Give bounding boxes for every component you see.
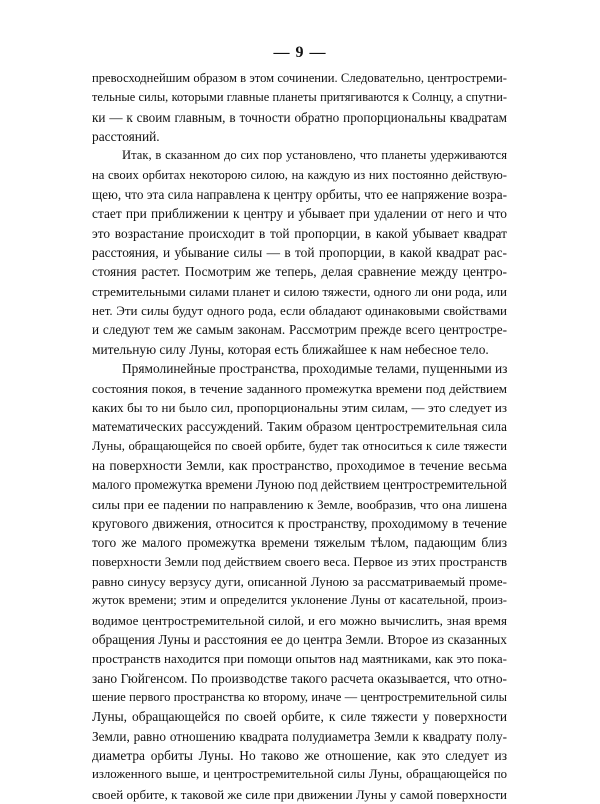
text-line: тельные силы, которыми главные планеты притягиваются к Солнцу, а спутни- <box>92 90 507 105</box>
text-line: и следуют тем же самым законам. Рассмотрим прежде всего центростре- <box>92 322 507 338</box>
text-line: расстояния, и убывание силы — в той пропорции, в какой квадрат рас- <box>92 245 507 261</box>
text-line: шение первого пространства ко второму, иначе — центростремительной силы <box>92 690 507 704</box>
text-line: жуток времени; этим и определится уклонение Луны от касательной, произ- <box>92 593 507 608</box>
text-line: мительную силу Луны, которая есть ближайшее к нам небесное тело. <box>92 341 489 357</box>
text-line: каких бы то ни было сил, пропорциональны этим силам, — это следует из <box>92 399 507 415</box>
text-line: кругового движения, относится к пространству, проходимому в течение <box>92 515 507 531</box>
text-line: своей орбите, к таковой же силе при движении Луны у самой поверхности <box>92 786 507 802</box>
text-line: это возрастание происходит в той пропорции, в какой убывает квадрат <box>92 225 507 241</box>
text-line: на своих орбитах некоторою силою, на каждую из них постоянно действую- <box>92 167 507 182</box>
text-line: изложенного выше, и центростремительной силы Луны, обращающейся по <box>92 767 507 782</box>
text-line: состояния покоя, в течение заданного промежутка времени под действием <box>92 380 507 396</box>
text-line: равно синусу верзусу дуги, описанной Луною за рассматриваемый проме- <box>92 573 507 589</box>
text-line: Прямолинейные пространства, проходимые телами, пущенными из <box>122 361 508 377</box>
text-line: Луны, обращающейся по своей орбите, будет так относиться к силе тяжести <box>92 438 507 453</box>
text-line: обращения Луны и расстояния ее до центра Земли. Второе из сказанных <box>92 631 507 647</box>
text-line: превосходнейшим образом в этом сочинении. Следовательно, центростреми- <box>92 71 507 85</box>
text-line: Луны, обращающейся по своей орбите, к силе тяжести у поверхности <box>92 709 507 725</box>
text-line: Земли, равно отношению квадрата полудиаметра Земли к квадрату полу- <box>92 728 507 744</box>
text-line: стает при приближении к центру и убывает при удалении от него и что <box>92 206 507 222</box>
text-line: малого промежутка времени Луною под действием центростремительной <box>92 477 507 493</box>
text-line: на поверхности Земли, как пространство, проходимое в течение весьма <box>92 457 507 473</box>
body-text <box>92 69 507 804</box>
page-number: — 9 — <box>273 44 327 61</box>
text-line: того же малого промежутка времени тяжелым тѣлом, падающим близ <box>92 535 507 551</box>
text-line: ки — к своим главным, в точности обратно пропорциональны квадратам <box>92 109 507 125</box>
text-line: пространств находится при помощи опытов над маятниками, как это пока- <box>92 651 507 667</box>
text-line: стояния растет. Посмотрим же теперь, делая сравнение между центро- <box>92 264 507 280</box>
text-line: нет. Эти силы будут одного рода, если обладают одинаковыми свойствами <box>92 303 507 319</box>
text-line: математических рассуждений. Таким образом центростремительная сила <box>92 419 507 435</box>
text-line: Итак, в сказанном до сих пор установлено, что планеты удерживаются <box>122 148 507 163</box>
text-line: щею, что эта сила направлена к центру орбиты, что ее напряжение возра- <box>92 187 507 203</box>
text-line: диаметра орбиты Луны. Но таково же отношение, как это следует из <box>92 748 507 764</box>
text-line: водимое центростремительной силой, и его можно вычислить, зная время <box>92 612 507 628</box>
text-line: силы при ее падении по направлению к Земле, вообразив, что она лишена <box>92 496 507 512</box>
text-line: стремительными силами планет и силою тяжести, одного ли они рода, или <box>92 283 507 299</box>
text-line: расстояний. <box>92 129 160 145</box>
text-line: поверхности Земли под действием своего веса. Первое из этих пространств <box>92 554 507 569</box>
text-line: зано Гюйгенсом. По производстве такого расчета оказывается, что отно- <box>92 670 507 686</box>
